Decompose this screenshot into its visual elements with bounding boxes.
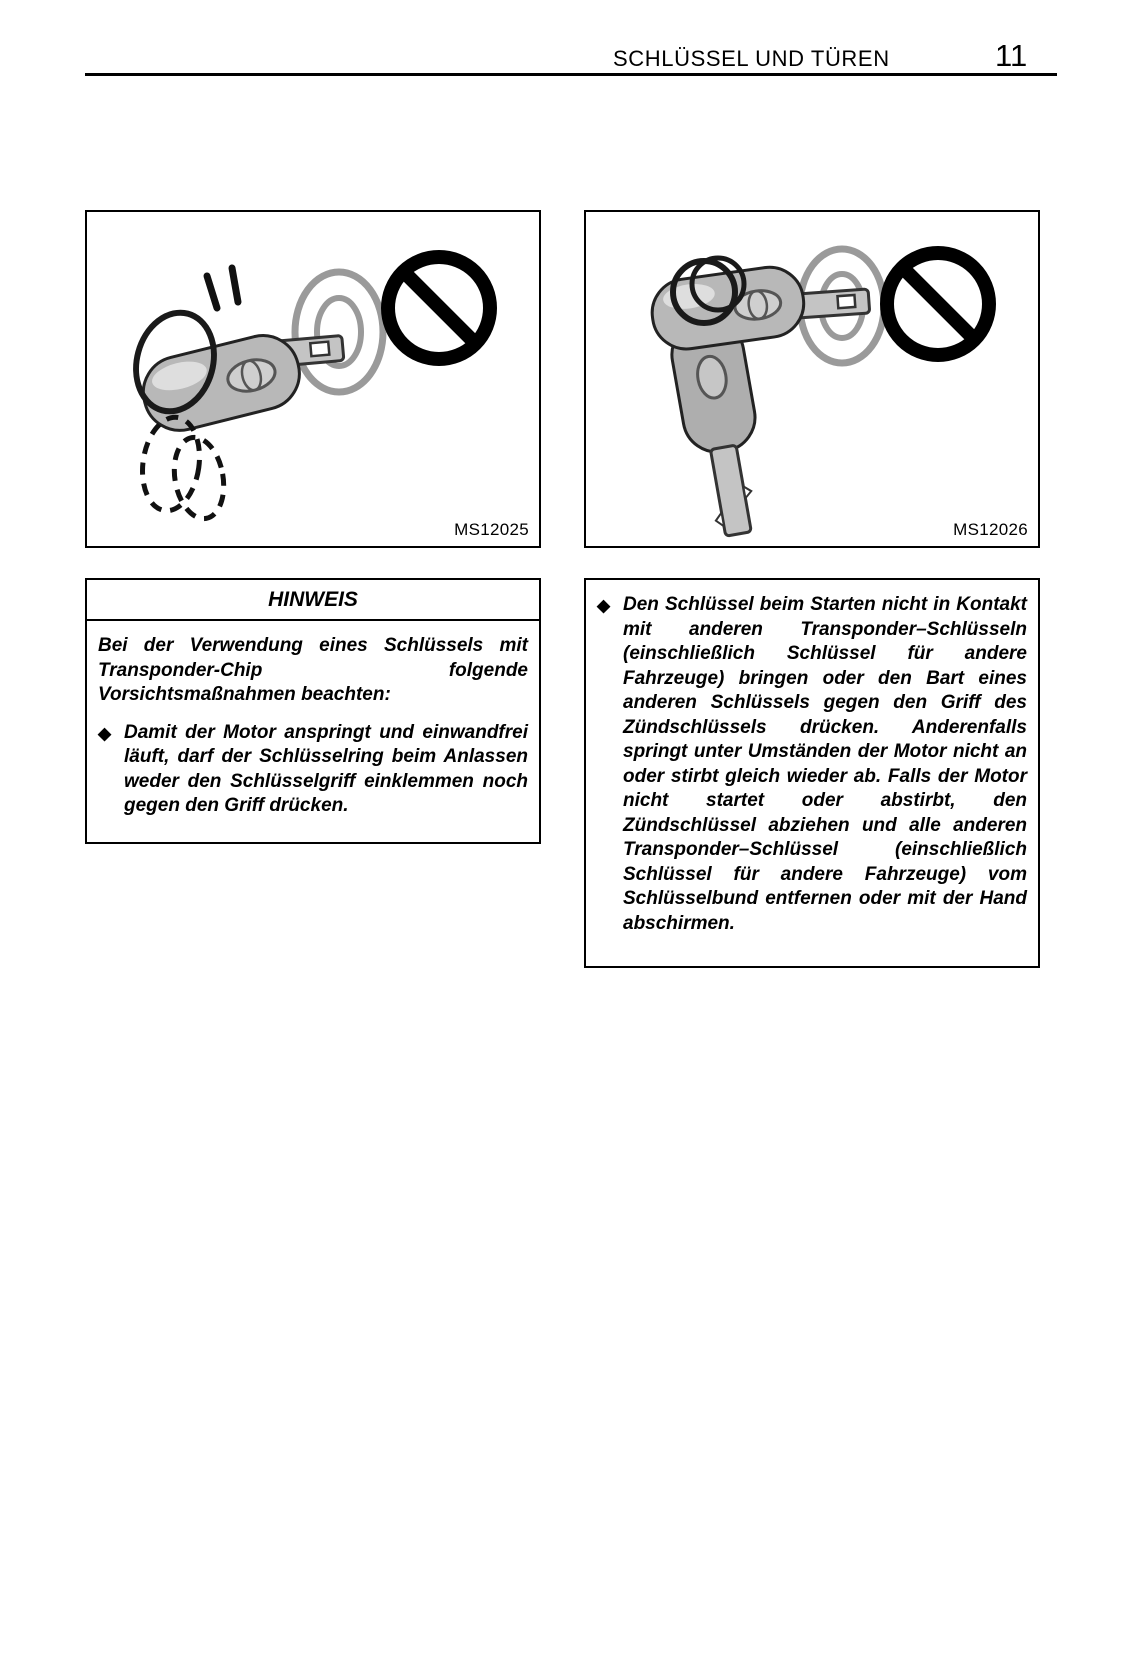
figure-two-keys-warning (584, 210, 1040, 548)
no-symbol-icon (887, 253, 989, 355)
notice-body (87, 621, 539, 835)
figure-key-ring-warning (85, 210, 541, 548)
notice-bullet-text: Damit der Motor anspringt und einwandfrei läuft, darf der Schlüsselring beim Anlassen weder den Schlüsselgriff einklemmen noch gegen den Griff drücken. (124, 721, 528, 816)
no-symbol-icon (388, 257, 490, 359)
figure-caption: MS12025 (454, 520, 529, 539)
warning-body (586, 580, 1038, 952)
notice-bullet-item (98, 721, 528, 819)
diamond-bullet-icon: ◆ (98, 723, 112, 743)
motion-marks (207, 268, 238, 308)
header-rule (85, 73, 1057, 76)
page-number: 11 (995, 38, 1028, 73)
warning-box (584, 578, 1040, 968)
diamond-bullet-icon: ◆ (597, 596, 611, 615)
notice-title: HINWEIS (87, 580, 539, 621)
figure-caption: MS12026 (953, 520, 1028, 539)
warning-bullet-text: Den Schlüssel beim Starten nicht in Kontakt mit anderen Transponder–Schlüsseln (einschließlich Schlüssel für andere Fahrzeuge) bringen oder den Bart eines anderen Schlüssels gegen den Griff des Zündschlüssels drücken. Anderenfalls springt unter Umständen der Motor nicht an oder stirbt gleich wieder ab. Falls der Motor nicht startet oder abstirbt, den Zündschlüssel abziehen und alle anderen Transponder–Schlüssel (einschließlich Schlüssel für andere Fahrzeuge) vom Schlüsselbund entfernen oder mit der Hand abschirmen. (623, 594, 1027, 934)
ignition-rings (295, 272, 383, 392)
warning-bullet-item (597, 593, 1027, 936)
key-head (136, 328, 307, 438)
key-ring-illustration (87, 212, 539, 546)
notice-intro: Bei der Verwendung eines Schlüssels mit Transponder-Chip folgende Vorsichtsmaßnahmen beachten: (98, 635, 528, 705)
chapter-title: SCHLÜSSEL UND TÜREN (613, 46, 890, 71)
two-keys-illustration (586, 212, 1038, 546)
notice-box (85, 578, 541, 844)
